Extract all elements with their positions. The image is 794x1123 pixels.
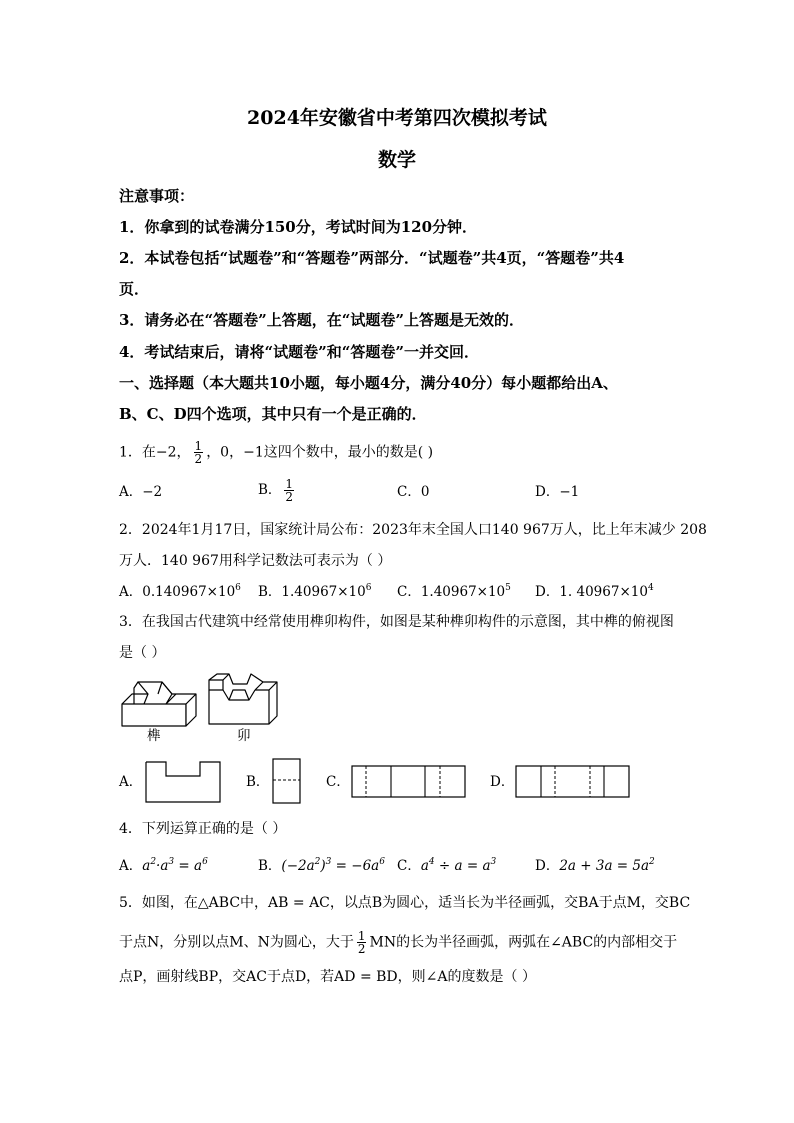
q2-a-base: A．0.140967×10 xyxy=(119,584,236,600)
q1-option-a[interactable]: A．−2 xyxy=(119,484,163,500)
q2-c-exp: 5 xyxy=(505,583,511,593)
q4-a-expr: $a^2\cdot a^3 = a^6$ xyxy=(142,857,208,874)
q3-option-a-figure xyxy=(146,760,222,804)
q4-d-expr: $2a + 3a = 5a^2$ xyxy=(559,857,655,874)
q1-option-c[interactable]: C．0 xyxy=(397,484,430,500)
q4-a-label: A． xyxy=(119,858,143,874)
q4-option-d[interactable] xyxy=(535,856,655,876)
exam-subject: 数学 xyxy=(377,149,416,171)
q2-option-b[interactable] xyxy=(258,582,371,602)
q2-d-base: D．1. 40967×10 xyxy=(535,584,648,600)
q4-b-label: B． xyxy=(258,858,282,874)
q4-c-label: C． xyxy=(397,858,421,874)
q5-fraction xyxy=(357,930,367,955)
q2-c-base: C．1.40967×10 xyxy=(397,584,506,600)
q4-b-expr: $(-2a^2)^3 = -6a^6$ xyxy=(281,857,385,874)
question-3-stem-line1: 3．在我国古代建筑中经常使用榫卯构件，如图是某种榫卯构件的示意图，其中榫的俯视图 xyxy=(119,614,674,630)
note-2-line2: 页． xyxy=(119,280,150,298)
q1-stem-pre: 1．在−2， xyxy=(119,444,191,461)
mortise-label: 卯 xyxy=(237,728,251,744)
note-4: 4．考试结束后，请将“试题卷”和“答题卷”一并交回． xyxy=(119,343,479,361)
q4-option-a[interactable] xyxy=(119,856,208,876)
q5-frac-num: 1 xyxy=(357,929,366,943)
q1-option-d[interactable]: D．−1 xyxy=(535,484,580,500)
q3-option-b-figure xyxy=(272,758,302,804)
note-3: 3．请务必在“答题卷”上答题，在“试题卷”上答题是无效的． xyxy=(119,311,524,329)
q3-option-b[interactable]: B． xyxy=(246,774,270,790)
q5-line2-pre: 于点N，分别以点M、N为圆心，大于 xyxy=(119,934,354,951)
q3-option-a[interactable]: A． xyxy=(119,774,143,790)
question-2-stem-line2: 万人．140 967用科学记数法可表示为（ ） xyxy=(119,553,392,569)
question-3-stem-line2: 是（ ） xyxy=(119,645,166,661)
q1-fraction xyxy=(194,440,204,465)
exam-title: 2024年安徽省中考第四次模拟考试 xyxy=(247,107,547,129)
note-2-line1: 2．本试卷包括“试题卷”和“答题卷”两部分．“试题卷”共4页，“答题卷”共4 xyxy=(119,249,625,267)
q3-option-c[interactable]: C． xyxy=(326,774,350,790)
q4-c-expr: $a^4 \div a = a^3$ xyxy=(420,857,497,874)
q2-option-d[interactable] xyxy=(535,582,654,602)
section-header-line1: 一、选择题（本大题共10小题，每小题4分，满分40分）每小题都给出A、 xyxy=(119,374,618,392)
q5-frac-den: 2 xyxy=(357,942,366,956)
mortise-figure xyxy=(207,676,283,728)
q1-frac-den: 2 xyxy=(194,452,203,466)
question-1-stem xyxy=(119,440,433,465)
q2-d-exp: 4 xyxy=(647,583,654,593)
note-1: 1．你拿到的试卷满分150分，考试时间为120分钟． xyxy=(119,218,478,236)
tenon-label: 榫 xyxy=(147,728,161,744)
q3-option-c-figure xyxy=(351,765,467,799)
q1-frac-num: 1 xyxy=(194,439,203,453)
q3-option-d[interactable]: D． xyxy=(490,774,515,790)
question-4-stem: 4．下列运算正确的是（ ） xyxy=(119,821,287,837)
q2-option-c[interactable] xyxy=(397,582,511,602)
question-5-line1: 5．如图，在△ABC中，AB = AC，以点B为圆心，适当长为半径画弧，交BA于点M，交BC xyxy=(119,895,691,911)
q2-option-a[interactable] xyxy=(119,582,241,602)
q2-a-exp: 6 xyxy=(235,583,241,593)
q4-option-c[interactable] xyxy=(397,856,496,876)
q4-d-label: D． xyxy=(535,858,560,874)
q4-option-b[interactable] xyxy=(258,856,385,876)
notes-heading: 注意事项： xyxy=(119,187,195,205)
section-header-line2: B、C、D四个选项，其中只有一个是正确的． xyxy=(119,405,427,423)
q1-option-b[interactable] xyxy=(258,478,297,503)
q3-option-d-figure xyxy=(515,765,631,799)
q1-option-b-label: B． xyxy=(258,482,282,498)
q1-option-b-den: 2 xyxy=(285,490,294,504)
q5-line2-post: MN的长为半径画弧，两弧在∠ABC的内部相交于 xyxy=(369,934,678,951)
q2-b-base: B．1.40967×10 xyxy=(258,584,366,600)
q1-option-b-num: 1 xyxy=(285,477,294,491)
question-2-stem-line1: 2．2024年1月17日，国家统计局公布：2023年末全国人口140 967万人，比上年末减少 208 xyxy=(119,522,707,538)
q1-option-b-fraction xyxy=(284,478,294,503)
q2-b-exp: 6 xyxy=(365,583,372,593)
question-5-line3: 点P，画射线BP，交AC于点D，若AD = BD，则∠A的度数是（ ） xyxy=(119,969,536,985)
q1-stem-post: ，0，−1这四个数中，最小的数是( ) xyxy=(206,444,434,461)
question-5-line2 xyxy=(119,930,677,955)
